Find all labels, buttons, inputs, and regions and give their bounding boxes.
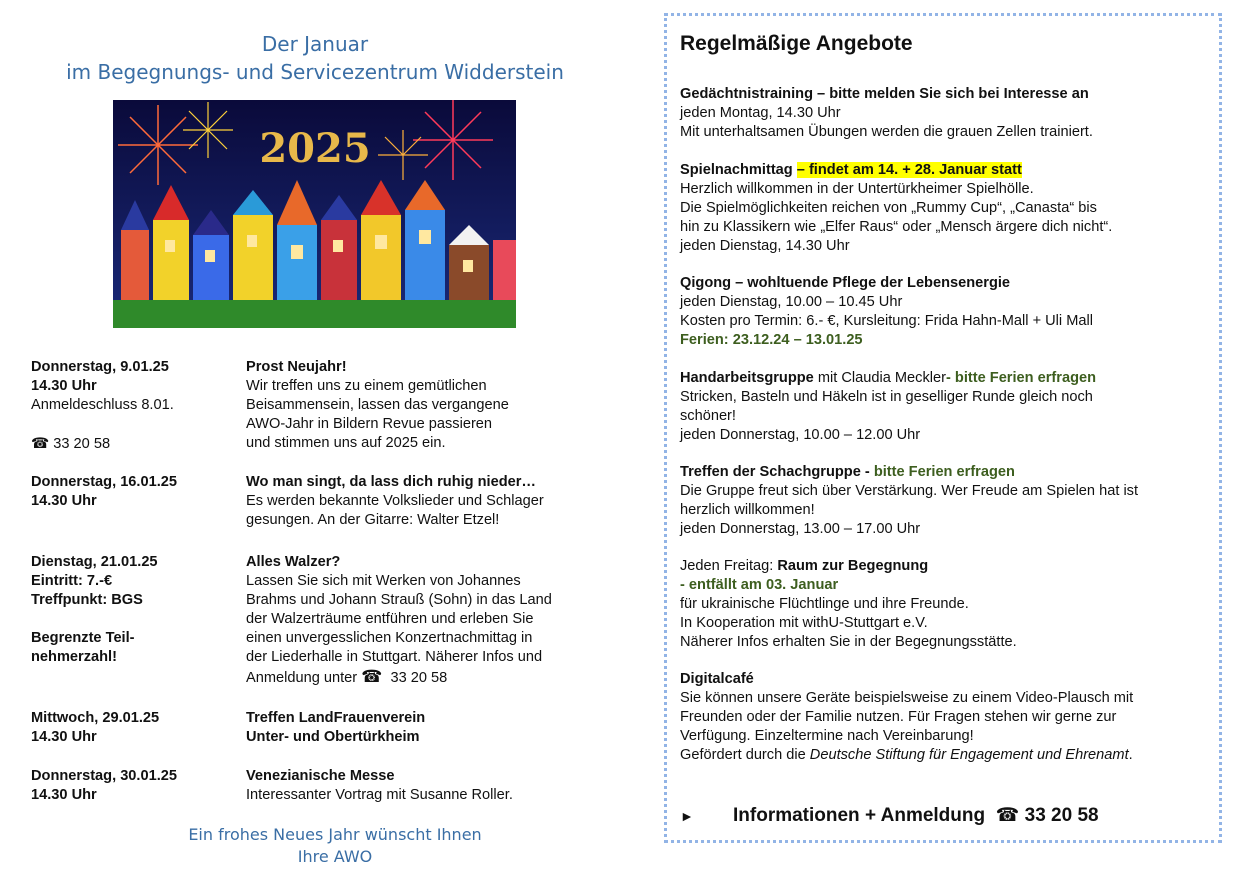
- telephone-icon: ☎: [31, 435, 50, 452]
- triangle-right-icon: ►: [680, 808, 694, 824]
- telephone-icon: ☎: [995, 804, 1020, 826]
- offer-title: Qigong – wohltuende Pflege der Lebensenergie: [680, 275, 1011, 291]
- offer-line: jeden Donnerstag, 10.00 – 12.00 Uhr: [680, 427, 921, 443]
- offer-line: In Kooperation mit withU-Stuttgart e.V.: [680, 615, 928, 631]
- title-line-2: im Begegnungs- und Servicezentrum Widderstein: [66, 60, 564, 84]
- event-desc-col: [246, 767, 601, 805]
- event-time: 14.30 Uhr: [31, 787, 97, 803]
- offer-schachgruppe: [680, 463, 1210, 539]
- offer-holiday-note: Ferien: 23.12.24 – 13.01.25: [680, 332, 863, 348]
- offer-digitalcafe: [680, 670, 1210, 765]
- offer-line: hin zu Klassikern wie „Elfer Raus“ oder „Mensch ärgere dich nicht“.: [680, 219, 1113, 235]
- telephone-icon: ☎: [361, 667, 383, 687]
- offer-funding-suffix: .: [1128, 747, 1133, 763]
- event-date-col: [31, 553, 236, 667]
- offer-holiday-note: - bitte Ferien erfragen: [946, 370, 1097, 386]
- offer-holiday-note: bitte Ferien erfragen: [869, 464, 1015, 480]
- offer-line: Kosten pro Termin: 6.- €, Kursleitung: Frida Hahn-Mall + Uli Mall: [680, 313, 1093, 329]
- event-title-2: Unter- und Obertürkheim: [246, 729, 420, 745]
- event-date: Donnerstag, 16.01.25: [31, 474, 178, 490]
- closing-greeting: [130, 824, 540, 868]
- event-text-line: Interessanter Vortrag mit Susanne Roller.: [246, 787, 513, 803]
- offer-line: für ukrainische Flüchtlinge und ihre Freunde.: [680, 596, 969, 612]
- banner-year-text: 2025: [259, 125, 371, 172]
- offer-line: Sie können unsere Geräte beispielsweise zu einem Video-Plausch mit: [680, 690, 1134, 706]
- offer-line: [680, 746, 1210, 765]
- offer-title: Digitalcafé: [680, 671, 754, 687]
- offer-line: Mit unterhaltsamen Übungen werden die grauen Zellen trainiert.: [680, 124, 1093, 140]
- firework-1: [118, 105, 198, 185]
- event-title: Treffen LandFrauenverein: [246, 710, 426, 726]
- offer-line: jeden Dienstag, 14.30 Uhr: [680, 238, 850, 254]
- offer-line: herzlich willkommen!: [680, 502, 815, 518]
- event-text-line: Brahms und Johann Strauß (Sohn) in das Land: [246, 592, 552, 608]
- event-title: Wo man singt, da lass dich ruhig nieder…: [246, 474, 537, 490]
- event-text-line: einen unvergesslichen Konzertnachmittag in: [246, 630, 533, 646]
- offer-line: Näherer Infos erhalten Sie in der Begegnungsstätte.: [680, 634, 1017, 650]
- offer-line: Herzlich willkommen in der Untertürkheimer Spielhölle.: [680, 181, 1034, 197]
- offer-title-row: [680, 557, 1210, 576]
- offer-line: jeden Donnerstag, 13.00 – 17.00 Uhr: [680, 521, 921, 537]
- info-registration-line: [680, 800, 1210, 830]
- offer-title: Treffen der Schachgruppe -: [680, 464, 870, 480]
- offer-line: Stricken, Basteln und Häkeln ist in geselliger Runde gleich noch: [680, 389, 1093, 405]
- event-text-line: der Liederhalle in Stuttgart. Näherer Infos und: [246, 649, 543, 665]
- offer-title-row: [680, 161, 1210, 180]
- regular-offers-title: Regelmäßige Angebote: [680, 32, 913, 55]
- offer-spielnachmittag: [680, 161, 1210, 256]
- event-title: Prost Neujahr!: [246, 359, 347, 375]
- event-date: Donnerstag, 9.01.25: [31, 359, 169, 375]
- offer-title: Handarbeitsgruppe: [680, 370, 814, 386]
- event-deadline: Anmeldeschluss 8.01.: [31, 397, 174, 413]
- greeting-line-2: Ihre AWO: [297, 847, 373, 866]
- info-text: Informationen + Anmeldung: [733, 805, 986, 826]
- event-text-line: AWO-Jahr in Bildern Revue passieren: [246, 416, 493, 432]
- event-limit: Begrenzte Teil-: [31, 630, 135, 646]
- offer-funding-org: Deutsche Stiftung für Engagement und Ehrenamt: [809, 747, 1129, 763]
- offer-gedaechtnistraining: [680, 85, 1210, 142]
- event-date-col: [31, 767, 236, 805]
- event-text-line-text: Anmeldung unter: [246, 670, 358, 686]
- greeting-line-1: Ein frohes Neues Jahr wünscht Ihnen: [188, 825, 482, 844]
- offer-leader: mit Claudia Meckler: [813, 370, 946, 386]
- offer-qigong: [680, 274, 1210, 350]
- banner-illustration: [113, 100, 516, 328]
- offer-title-row: [680, 463, 1210, 482]
- event-date-col: [31, 709, 236, 747]
- event-text-line: Lassen Sie sich mit Werken von Johannes: [246, 573, 521, 589]
- offer-highlight: – findet am 14. + 28. Januar statt: [796, 162, 1022, 178]
- offer-title: Spielnachmittag: [680, 162, 793, 178]
- event-text-line: Beisammensein, lassen das vergangene: [246, 397, 509, 413]
- offer-line: Die Spielmöglichkeiten reichen von „Rummy Cup“, „Canasta“ bis: [680, 200, 1097, 216]
- event-desc-col: [246, 473, 601, 530]
- offer-prefix: Jeden Freitag:: [680, 558, 778, 574]
- event-date-col: [31, 473, 236, 511]
- event-text-line: Wir treffen uns zu einem gemütlichen: [246, 378, 487, 394]
- offer-title: Gedächtnistraining – bitte melden Sie sich bei Interesse an: [680, 86, 1089, 102]
- event-limit-2: nehmerzahl!: [31, 649, 117, 665]
- event-meeting-point: Treffpunkt: BGS: [31, 592, 143, 608]
- info-registration: [733, 800, 1099, 831]
- offer-raum-zur-begegnung: [680, 557, 1210, 652]
- phone-number: 33 20 58: [390, 670, 448, 686]
- event-date: Donnerstag, 30.01.25: [31, 768, 178, 784]
- event-desc-col: [246, 358, 601, 453]
- event-text-line: [246, 668, 601, 688]
- event-desc-col: [246, 709, 601, 747]
- left-title: [30, 30, 600, 86]
- offer-line: jeden Montag, 14.30 Uhr: [680, 105, 841, 121]
- event-title: Alles Walzer?: [246, 554, 341, 570]
- event-date: Mittwoch, 29.01.25: [31, 710, 160, 726]
- event-title: Venezianische Messe: [246, 768, 395, 784]
- offer-cancel-note: - entfällt am 03. Januar: [680, 577, 839, 593]
- grass: [113, 300, 516, 328]
- event-desc-col: [246, 553, 601, 688]
- event-time: 14.30 Uhr: [31, 729, 97, 745]
- phone-number: 33 20 58: [53, 436, 111, 452]
- offer-line: Freunden oder der Familie nutzen. Für Fragen stehen wir gerne zur: [680, 709, 1117, 725]
- event-text-line: der Walzerträume entführen und erleben Sie: [246, 611, 534, 627]
- event-date: Dienstag, 21.01.25: [31, 554, 158, 570]
- offer-line: jeden Dienstag, 10.00 – 10.45 Uhr: [680, 294, 903, 310]
- event-text-line: gesungen. An der Gitarre: Walter Etzel!: [246, 512, 500, 528]
- event-time: 14.30 Uhr: [31, 378, 97, 394]
- info-phone: 33 20 58: [1024, 805, 1099, 826]
- event-phone: [31, 434, 236, 454]
- event-text-line: und stimmen uns auf 2025 ein.: [246, 435, 446, 451]
- offer-funding-prefix: Gefördert durch die: [680, 747, 810, 763]
- offer-line: schöner!: [680, 408, 736, 424]
- event-date-col: [31, 358, 236, 454]
- new-year-banner: [113, 100, 516, 328]
- offer-title-row: [680, 369, 1210, 388]
- offer-line: Die Gruppe freut sich über Verstärkung. Wer Freude am Spielen hat ist: [680, 483, 1139, 499]
- offer-handarbeitsgruppe: [680, 369, 1210, 445]
- event-time: 14.30 Uhr: [31, 493, 97, 509]
- title-line-1: Der Januar: [261, 32, 369, 56]
- event-fee: Eintritt: 7.-€: [31, 573, 113, 589]
- offer-title: Raum zur Begegnung: [777, 558, 929, 574]
- firework-3: [413, 100, 493, 180]
- offer-line: Verfügung. Einzeltermine nach Vereinbarung!: [680, 728, 974, 744]
- event-text-line: Es werden bekannte Volkslieder und Schlager: [246, 493, 544, 509]
